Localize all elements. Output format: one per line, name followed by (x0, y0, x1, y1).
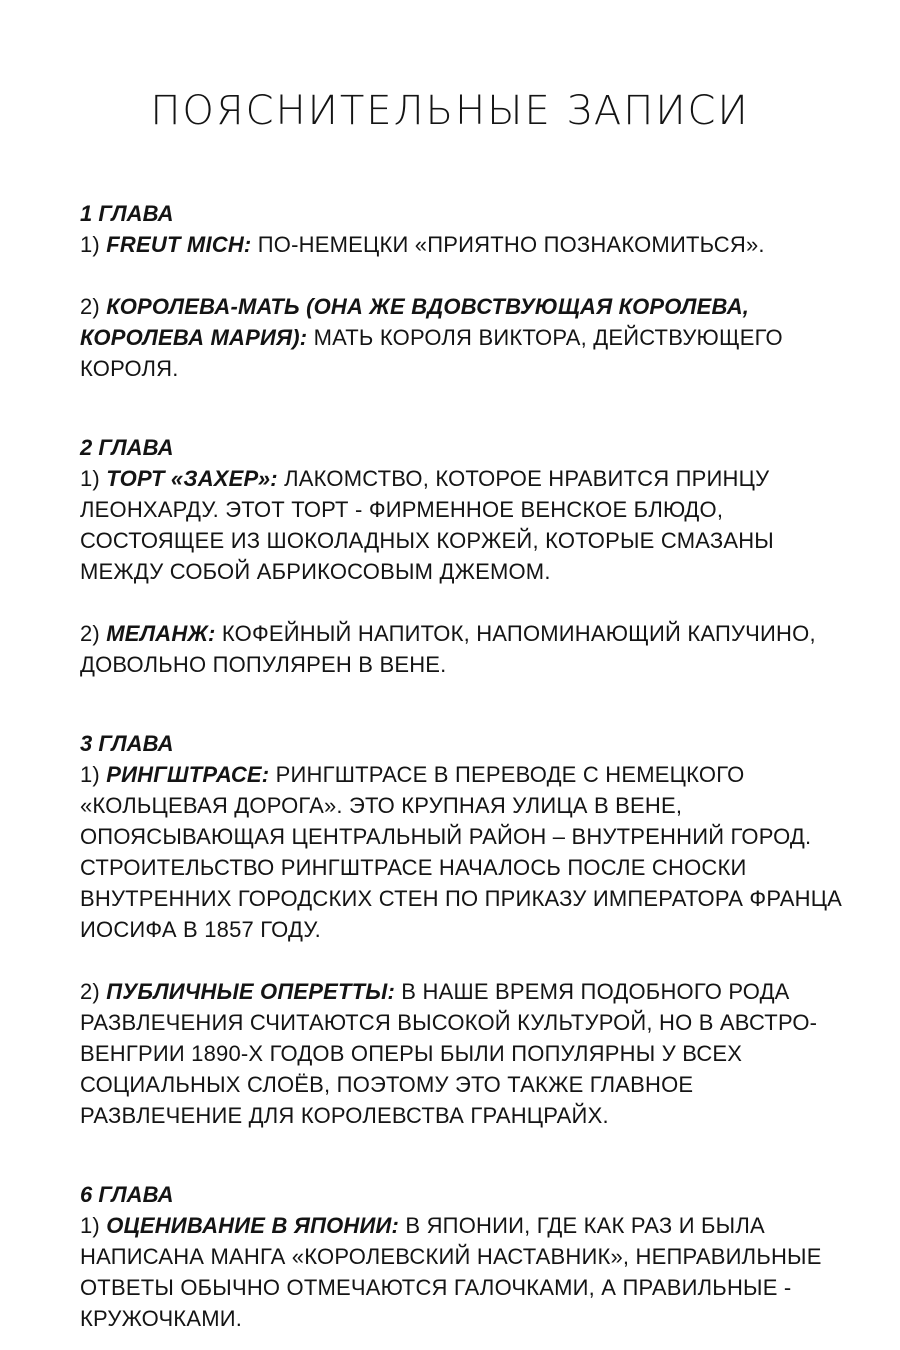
note-term: КОРОЛЕВА-МАТЬ (ОНА ЖЕ ВДОВСТВУЮЩАЯ КОРОЛЕВА, КОРОЛЕВА МАРИЯ): (80, 294, 750, 350)
note-number: 2) (80, 294, 107, 319)
note-number: 1) (80, 466, 107, 491)
note-text: КОФЕЙНЫЙ НАПИТОК, НАПОМИНАЮЩИЙ КАПУЧИНО, ДОВОЛЬНО ПОПУЛЯРЕН В ВЕНЕ. (80, 621, 816, 677)
note-number: 1) (80, 1213, 107, 1238)
note-text: МАТЬ КОРОЛЯ ВИКТОРА, ДЕЙСТВУЮЩЕГО КОРОЛЯ. (80, 325, 783, 381)
note-text: ЛАКОМСТВО, КОТОРОЕ НРАВИТСЯ ПРИНЦУ ЛЕОНХАРДУ. ЭТОТ ТОРТ - ФИРМЕННОЕ ВЕНСКОЕ БЛЮДО, СОСТОЯЩЕЕ ИЗ ШОКОЛАДНЫХ КОРЖЕЙ, КОТОРЫЕ СМАЗАНЫ МЕЖДУ СОБОЙ АБРИКОСОВЫМ ДЖЕМОМ. (80, 466, 774, 584)
note-item (80, 976, 860, 1131)
chapter-heading: 2 ГЛАВА (80, 435, 174, 460)
chapter-heading: 3 ГЛАВА (80, 731, 174, 756)
note-item (80, 1210, 860, 1334)
note-text: В НАШЕ ВРЕМЯ ПОДОБНОГО РОДА РАЗВЛЕЧЕНИЯ СЧИТАЮТСЯ ВЫСОКОЙ КУЛЬТУРОЙ, НО В АВСТРО-ВЕНГРИИ 1890-Х ГОДОВ ОПЕРЫ БЫЛИ ПОПУЛЯРНЫ У ВСЕХ СОЦИАЛЬНЫХ СЛОЁВ, ПОЭТОМУ ЭТО ТАКЖЕ ГЛАВНОЕ РАЗВЛЕЧЕНИЕ ДЛЯ КОРОЛЕВСТВА ГРАНЦРАЙХ. (80, 979, 818, 1128)
note-item (80, 291, 860, 384)
notes-list (80, 198, 860, 1334)
note-item (80, 618, 860, 680)
note-number: 2) (80, 979, 107, 1004)
chapter-1 (80, 198, 860, 384)
note-term: ПУБЛИЧНЫЕ ОПЕРЕТТЫ: (106, 979, 395, 1004)
chapter-heading: 1 ГЛАВА (80, 201, 174, 226)
note-text: В ЯПОНИИ, ГДЕ КАК РАЗ И БЫЛА НАПИСАНА МАНГА «КОРОЛЕВСКИЙ НАСТАВНИК», НЕПРАВИЛЬНЫЕ ОТВЕТЫ ОБЫЧНО ОТМЕЧАЮТСЯ ГАЛОЧКАМИ, А ПРАВИЛЬНЫЕ - КРУЖОЧКАМИ. (80, 1213, 822, 1331)
note-term: МЕЛАНЖ: (106, 621, 216, 646)
note-term: FREUT MICH: (106, 232, 252, 257)
chapter-heading: 6 ГЛАВА (80, 1182, 174, 1207)
note-number: 1) (80, 762, 107, 787)
note-text: ПО-НЕМЕЦКИ «ПРИЯТНО ПОЗНАКОМИТЬСЯ». (251, 232, 765, 257)
note-text: РИНГШТРАСЕ В ПЕРЕВОДЕ С НЕМЕЦКОГО «КОЛЬЦЕВАЯ ДОРОГА». ЭТО КРУПНАЯ УЛИЦА В ВЕНЕ, ОПОЯСЫВАЮЩАЯ ЦЕНТРАЛЬНЫЙ РАЙОН – ВНУТРЕННИЙ ГОРОД. СТРОИТЕЛЬСТВО РИНГШТРАСЕ НАЧАЛОСЬ ПОСЛЕ СНОСКИ ВНУТРЕННИХ ГОРОДСКИХ СТЕН ПО ПРИКАЗУ ИМПЕРАТОРА ФРАНЦА ИОСИФА В 1857 ГОДУ. (80, 762, 843, 942)
note-number: 1) (80, 232, 107, 257)
chapter-6 (80, 1179, 860, 1334)
note-item (80, 759, 860, 945)
page-title: ПОЯСНИТЕЛЬНЫЕ ЗАПИСИ (150, 88, 750, 134)
chapter-2 (80, 432, 860, 680)
note-term: ОЦЕНИВАНИЕ В ЯПОНИИ: (106, 1213, 400, 1238)
note-item (80, 463, 860, 587)
note-item (80, 229, 860, 260)
chapter-3 (80, 728, 860, 1131)
note-number: 2) (80, 621, 107, 646)
note-term: РИНГШТРАСЕ: (106, 762, 270, 787)
note-term: ТОРТ «ЗАХЕР»: (106, 466, 278, 491)
